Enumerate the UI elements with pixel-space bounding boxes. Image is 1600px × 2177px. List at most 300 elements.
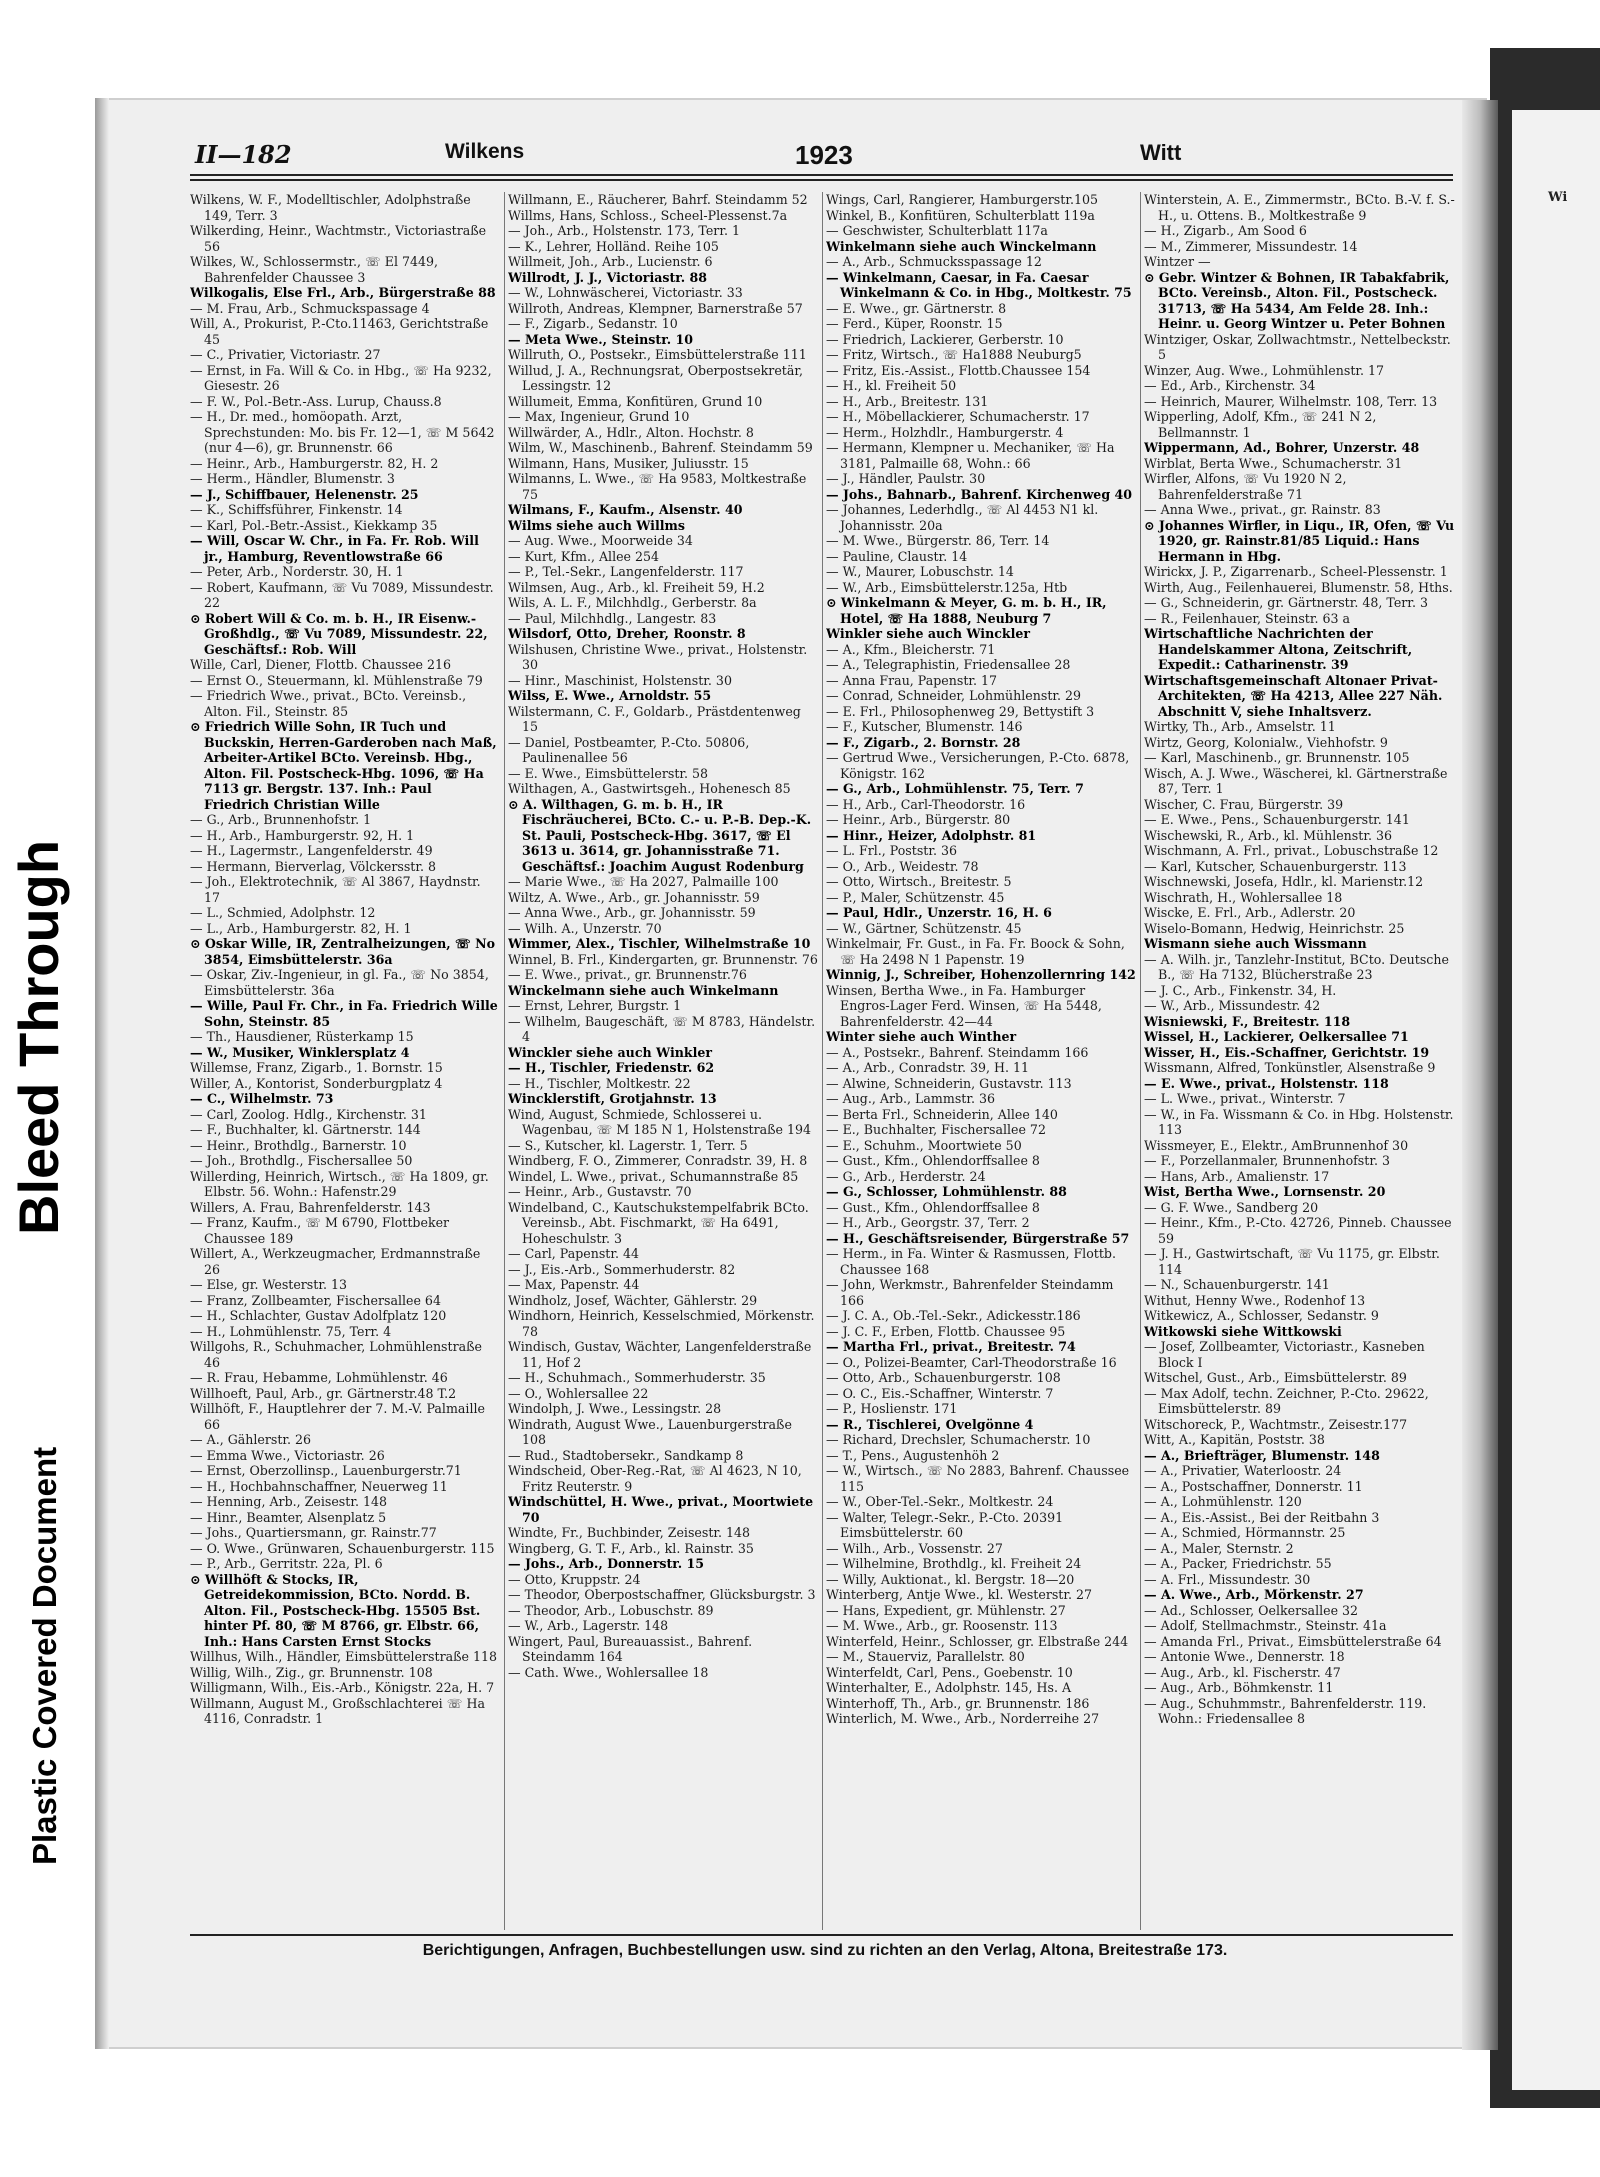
directory-entry: Wissmeyer, E., Elektr., AmBrunnenhof 30 (1144, 1137, 1409, 1153)
directory-entry: — A., Postsekr., Bahrenf. Steindamm 166 (826, 1044, 1089, 1060)
directory-entry: — Hermann, Klempner u. Mechaniker, ☏ Ha 3181, Palmaille 68, Wohn.: 66 (826, 440, 1115, 471)
directory-entry: — F., Zigarb., Sedanstr. 10 (508, 316, 678, 331)
directory-entry: — Will, Oscar W. Chr., in Fa. Fr. Rob. Will jr., Hamburg, Reventlowstraße 66 (190, 533, 479, 564)
directory-entry: — Theodor, Arb., Lobuschstr. 89 (508, 1602, 714, 1618)
directory-entry: Windscheid, Ober-Reg.-Rat, ☏ Al 4623, N 10, Fritz Reuterstr. 9 (508, 1463, 802, 1494)
page-curl-shadow (1462, 100, 1498, 2050)
directory-entry: Witschoreck, P., Wachtmstr., Zeisestr.177 (1144, 1416, 1408, 1432)
directory-entry: — J. H., Gastwirtschaft, ☏ Vu 1175, gr. Elbstr. 114 (1144, 1246, 1440, 1277)
directory-entry: Willert, A., Werkzeugmacher, Erdmannstraße 26 (190, 1246, 481, 1277)
directory-entry: — W., Gärtner, Schützenstr. 45 (826, 920, 1022, 936)
directory-entry: — H., Arb., Breitestr. 131 (826, 393, 989, 409)
directory-entry: Wissmann, Alfred, Tonkünstler, Alsenstraße 9 (1144, 1060, 1436, 1075)
directory-entry: — S., Kutscher, kl. Lagerstr. 1, Terr. 5 (508, 1137, 748, 1153)
directory-entry: — L. Wwe., privat., Winterstr. 7 (1144, 1091, 1346, 1106)
directory-entry: — Otto, Wirtsch., Breitestr. 5 (826, 874, 1012, 889)
directory-entry: — Anna Wwe., privat., gr. Rainstr. 83 (1144, 502, 1381, 517)
directory-entry: Winkler siehe auch Winckler (826, 626, 1031, 641)
directory-entry: Windrath, August Wwe., Lauenburgerstraße 108 (508, 1416, 792, 1447)
directory-entry: — G., Arb., Lohmühlenstr. 75, Terr. 7 (826, 781, 1084, 796)
directory-entry: Wille, Carl, Diener, Flottb. Chaussee 216 (190, 657, 452, 672)
directory-entry: — C., Privatier, Victoriastr. 27 (190, 347, 381, 362)
directory-entry: — A., Schmied, Hörmannstr. 25 (1144, 1525, 1346, 1540)
directory-entry: — O. Wwe., Grünwaren, Schauenburgerstr. 115 (190, 1540, 495, 1556)
directory-entry: Willig, Wilh., Zig., gr. Brunnenstr. 108 (190, 1664, 433, 1680)
directory-entry: — E. Wwe., Pens., Schauenburgerstr. 141 (1144, 812, 1410, 827)
directory-entry: — A., Arb., Schmucksspassage 12 (826, 254, 1042, 269)
directory-entry: — O., Wohlersallee 22 (508, 1385, 649, 1401)
directory-entry: — Max, Papenstr. 44 (508, 1277, 640, 1292)
header-rule-bottom (190, 179, 1453, 181)
directory-entry: Winzer, Aug. Wwe., Lohmühlenstr. 17 (1144, 362, 1385, 378)
directory-entry: Willhus, Wilh., Händler, Eimsbüttelerstraße 118 (190, 1649, 498, 1664)
directory-entry: — Aug., Arb., Böhmkenstr. 11 (1144, 1680, 1334, 1695)
directory-entry: Winterstein, A. E., Zimmermstr., BCto. B.-V. f. S.-H., u. Ottens. B., Moltkestraße 9 (1144, 192, 1455, 223)
directory-entry: — Herm., in Fa. Winter & Rasmussen, Flottb. Chaussee 168 (826, 1246, 1116, 1277)
directory-entry: Wilmans, F., Kaufm., Alsenstr. 40 (508, 502, 743, 517)
facing-page-fragment: Wi (1548, 190, 1568, 205)
directory-entry: — Willy, Auktionat., kl. Bergstr. 18—20 (826, 1571, 1075, 1587)
directory-entry: — Anna Wwe., Arb., gr. Johannisstr. 59 (508, 905, 756, 920)
directory-entry: — Heinr., Arb., Bürgerstr. 80 (826, 812, 1011, 827)
directory-entry: Winterfeldt, Carl, Pens., Goebenstr. 10 (826, 1664, 1073, 1680)
directory-entry: Wippermann, Ad., Bohrer, Unzerstr. 48 (1144, 440, 1420, 455)
directory-entry: — Karl, Pol.-Betr.-Assist., Kiekkamp 35 (190, 517, 438, 533)
directory-entry: — A., Packer, Friedrichstr. 55 (1144, 1556, 1332, 1571)
directory-entry: — Anna Frau, Papenstr. 17 (826, 672, 998, 688)
directory-entry: — Karl, Kutscher, Schauenburgerstr. 113 (1144, 858, 1407, 874)
directory-entry: Winsen, Bertha Wwe., in Fa. Hamburger Engros-Lager Ferd. Winsen, ☏ Ha 5448, Bahrenfelderstr. 42—44 (826, 982, 1102, 1029)
directory-entry: Winkelmann siehe auch Winckelmann (826, 238, 1097, 254)
directory-entry: Willhoeft, Paul, Arb., gr. Gärtnerstr.48 T.2 (190, 1385, 457, 1401)
directory-entry: — Ed., Arb., Kirchenstr. 34 (1144, 378, 1316, 393)
directory-entry: Willemse, Franz, Zigarb., 1. Bornstr. 15 (190, 1060, 443, 1075)
directory-entry: Wilms siehe auch Willms (508, 517, 685, 533)
directory-entry: — Berta Frl., Schneiderin, Allee 140 (826, 1106, 1058, 1122)
page-number: II—182 (195, 140, 292, 169)
directory-entry: — H., Lohmühlenstr. 75, Terr. 4 (190, 1323, 392, 1339)
directory-entry: — Hinr., Heizer, Adolphstr. 81 (826, 827, 1037, 843)
directory-entry: — E. Wwe., gr. Gärtnerstr. 8 (826, 300, 1007, 316)
directory-columns (190, 192, 1460, 1930)
directory-entry: — Herm., Holzhdlr., Hamburgerstr. 4 (826, 424, 1064, 440)
directory-entry: — L. Frl., Poststr. 36 (826, 843, 958, 858)
directory-entry: — R., Feilenhauer, Steinstr. 63 a (1144, 610, 1351, 626)
directory-entry: — Wilh., Arb., Vossenstr. 27 (826, 1540, 1003, 1556)
directory-entry: — H., Arb., Georgstr. 37, Terr. 2 (826, 1215, 1030, 1230)
directory-entry: — J. C., Arb., Finkenstr. 34, H. (1144, 982, 1337, 998)
directory-entry: — Oskar, Ziv.-Ingenieur, in gl. Fa., ☏ No 3854, Eimsbüttelerstr. 36a (190, 967, 489, 998)
directory-entry: ⊙ Friedrich Wille Sohn, IR Tuch und Buckskin, Herren-Garderoben nach Maß, Arbeiter-Artikel BCto. Vereinsb. Hbg., Alton. Fil. Postscheck-Hbg. 1096, ☏ Ha 7113 gr. Bergstr. 137. Inh.: Paul Friedrich Christian Wille (190, 719, 497, 812)
directory-entry: — Hinr., Maschinist, Holstenstr. 30 (508, 672, 732, 688)
directory-entry: — Ernst, in Fa. Will & Co. in Hbg., ☏ Ha 9232, Giesestr. 26 (190, 362, 492, 393)
directory-entry: Wilm, W., Maschinenb., Bahrenf. Steindamm 59 (508, 440, 813, 455)
directory-entry: Wiscke, E. Frl., Arb., Adlerstr. 20 (1144, 905, 1356, 920)
directory-entry: — Ferd., Küper, Roonstr. 15 (826, 316, 1003, 331)
directory-entry: Wind, August, Schmiede, Schlosserei u. Wagenbau, ☏ M 185 N 1, Holstenstraße 194 (508, 1106, 812, 1137)
directory-entry: — E. Frl., Philosophenweg 29, Bettystift 3 (826, 703, 1095, 719)
directory-entry: Willgohs, R., Schuhmacher, Lohmühlenstraße 46 (190, 1339, 482, 1370)
directory-entry: Wintziger, Oskar, Zollwachtmstr., Nettelbeckstr. 5 (1144, 331, 1451, 362)
directory-entry: Windholz, Josef, Wächter, Gählerstr. 29 (508, 1292, 758, 1308)
directory-entry: Willmann, August M., Großschlachterei ☏ Ha 4116, Conradstr. 1 (190, 1695, 485, 1726)
directory-entry: — A., Eis.-Assist., Bei der Reitbahn 3 (1144, 1509, 1380, 1525)
directory-entry: Winterhalter, E., Adolphstr. 145, Hs. A (826, 1680, 1072, 1695)
directory-entry: Wissel, H., Lackierer, Oelkersallee 71 (1144, 1029, 1409, 1044)
directory-entry: — A., Telegraphistin, Friedensallee 28 (826, 657, 1071, 672)
directory-entry: — A., Kfm., Bleicherstr. 71 (826, 641, 996, 657)
directory-entry: — Marie Wwe., ☏ Ha 2027, Palmaille 100 (508, 874, 779, 889)
directory-entry: Willmeit, Joh., Arb., Lucienstr. 6 (508, 254, 713, 269)
directory-entry: Willhöft, F., Hauptlehrer der 7. M.-V. Palmaille 66 (190, 1401, 485, 1432)
directory-entry: — W., Musiker, Winklersplatz 4 (190, 1044, 410, 1060)
directory-entry: — A. Wwe., Arb., Mörkenstr. 27 (1144, 1587, 1364, 1602)
directory-entry: Winterberg, Antje Wwe., kl. Westerstr. 27 (826, 1587, 1093, 1602)
directory-entry: — H., Lagermstr., Langenfelderstr. 49 (190, 843, 433, 858)
directory-entry: Winter siehe auch Winther (826, 1029, 1017, 1044)
directory-column-2 (508, 192, 818, 1930)
directory-entry: — Gertrud Wwe., Versicherungen, P.-Cto. 6878, Königstr. 162 (826, 750, 1130, 781)
directory-entry: Willud, J. A., Rechnungsrat, Oberpostsekretär, Lessingstr. 12 (508, 362, 803, 393)
directory-entry: — Th., Hausdiener, Rüsterkamp 15 (190, 1029, 414, 1044)
directory-entry: — P., Maler, Schützenstr. 45 (826, 889, 1005, 905)
directory-entry: Wilmanns, L. Wwe., ☏ Ha 9583, Moltkestraße 75 (508, 471, 807, 502)
directory-entry: — Heinrich, Maurer, Wilhelmstr. 108, Terr. 13 (1144, 393, 1438, 409)
directory-entry: Willerding, Heinrich, Wirtsch., ☏ Ha 1809, gr. Elbstr. 56. Wohn.: Hafenstr.29 (190, 1168, 489, 1199)
facing-page (1512, 110, 1600, 2090)
directory-entry: Willrodt, J. J., Victoriastr. 88 (508, 269, 708, 285)
directory-entry: Wirtschaftliche Nachrichten der Handelskammer Altona, Zeitschrift, Expedit.: Catharinenstr. 39 (1144, 626, 1413, 672)
directory-entry: — H., Arb., Carl-Theodorstr. 16 (826, 796, 1026, 812)
directory-entry: — Else, gr. Westerstr. 13 (190, 1277, 348, 1292)
directory-entry: Wirickx, J. P., Zigarrenarb., Scheel-Plessenstr. 1 (1144, 564, 1448, 579)
directory-entry: — J., Eis.-Arb., Sommerhuderstr. 82 (508, 1261, 736, 1277)
directory-entry: — Theodor, Oberpostschaffner, Glücksburgstr. 3 (508, 1587, 816, 1602)
directory-entry: Windisch, Gustav, Wächter, Langenfelderstraße 11, Hof 2 (508, 1339, 812, 1370)
directory-entry: — J., Händler, Paulstr. 30 (826, 471, 986, 486)
directory-entry: — W., Maurer, Lobuschstr. 14 (826, 564, 1014, 579)
directory-entry: Windelband, C., Kautschukstempelfabrik BCto. Vereinsb., Abt. Fischmarkt, ☏ Ha 6491, Hoheschulstr. 3 (508, 1199, 809, 1246)
directory-entry: — Joh., Elektrotechnik, ☏ Al 3867, Haydnstr. 17 (190, 874, 481, 905)
publisher-footer: Berichtigungen, Anfragen, Buchbestellungen usw. sind zu richten an den Verlag, Altona, Breitestraße 173. (422, 1942, 1228, 1959)
directory-entry: Wipperling, Adolf, Kfm., ☏ 241 N 2, Bellmannstr. 1 (1144, 409, 1377, 440)
directory-entry: ⊙ A. Wilthagen, G. m. b. H., IR Fischräucherei, BCto. C.- u. P.-B. Dep.-K. St. Pauli, Postscheck-Hbg. 3617, ☏ El 3613 u. 3614, gr. Johannisstraße 71. Geschäftsf.: Joachim August Rodenburg (508, 796, 812, 874)
directory-entry: — R., Tischlerei, Ovelgönne 4 (826, 1416, 1034, 1432)
directory-entry: — W., Arb., Lagerstr. 148 (508, 1618, 669, 1633)
directory-entry: — Wilhelm, Baugeschäft, ☏ M 8783, Händelstr. 4 (508, 1013, 816, 1044)
directory-entry: — Gust., Kfm., Ohlendorffsallee 8 (826, 1153, 1040, 1168)
directory-entry: Wist, Bertha Wwe., Lornsenstr. 20 (1144, 1184, 1386, 1199)
directory-entry: — P., Tel.-Sekr., Langenfelderstr. 117 (508, 564, 744, 579)
header-first-entry: Wilkens (445, 140, 525, 163)
directory-entry: — W., in Fa. Wissmann & Co. in Hbg. Holstenstr. 113 (1144, 1106, 1454, 1137)
directory-entry: — Robert, Kaufmann, ☏ Vu 7089, Missundestr. 22 (190, 579, 494, 610)
directory-entry: — G., Schlosser, Lohmühlenstr. 88 (826, 1184, 1067, 1199)
directory-entry: Wirblat, Berta Wwe., Schumacherstr. 31 (1144, 455, 1403, 471)
directory-entry: — A., Privatier, Waterloostr. 24 (1144, 1463, 1342, 1478)
directory-entry: — Max Adolf, techn. Zeichner, P.-Cto. 29622, Eimsbüttelerstr. 89 (1144, 1385, 1429, 1416)
directory-entry: — Ernst, Oberzollinsp., Lauenburgerstr.71 (190, 1463, 462, 1478)
directory-entry: Wischrath, H., Wohlersallee 18 (1144, 889, 1343, 905)
directory-entry: Windte, Fr., Buchbinder, Zeisestr. 148 (508, 1525, 751, 1540)
directory-entry: — W., Wirtsch., ☏ No 2883, Bahrenf. Chaussee 115 (826, 1463, 1130, 1494)
directory-entry: — Josef, Zollbeamter, Victoriastr., Kasneben Block I (1144, 1339, 1425, 1370)
directory-entry: Wilthagen, A., Gastwirtsgeh., Hohenesch 85 (508, 781, 791, 796)
directory-entry: Wilss, E. Wwe., Arnoldstr. 55 (508, 688, 712, 703)
directory-entry: — Hans, Expedient, gr. Mühlenstr. 27 (826, 1602, 1066, 1618)
directory-entry: — Johs., Quartiersmann, gr. Rainstr.77 (190, 1525, 437, 1540)
directory-entry: Wingberg, G. T. F., Arb., kl. Rainstr. 35 (508, 1540, 754, 1556)
directory-entry: — F. W., Pol.-Betr.-Ass. Lurup, Chauss.8 (190, 393, 442, 409)
directory-entry: — Friedrich, Lackierer, Gerberstr. 10 (826, 331, 1064, 347)
directory-entry: Windhorn, Heinrich, Kesselschmied, Mörkenstr. 78 (508, 1308, 815, 1339)
directory-entry: — Walter, Telegr.-Sekr., P.-Cto. 20391 Eimsbüttelerstr. 60 (826, 1509, 1064, 1540)
directory-entry: — J., Schiffbauer, Helenenstr. 25 (190, 486, 419, 502)
directory-column-1 (190, 192, 500, 1930)
directory-entry: Wirfler, Alfons, ☏ Vu 1920 N 2, Bahrenfelderstraße 71 (1144, 471, 1347, 502)
directory-entry: — Hans, Arb., Amalienstr. 17 (1144, 1168, 1330, 1184)
side-label-plastic-covered: Plastic Covered Document (26, 1446, 63, 1865)
directory-entry: — Ernst, Lehrer, Burgstr. 1 (508, 998, 682, 1013)
directory-entry: — H., Tischler, Moltkestr. 22 (508, 1075, 691, 1091)
directory-entry: — Amanda Frl., Privat., Eimsbüttelerstraße 64 (1144, 1633, 1442, 1649)
directory-entry: — H., Hochbahnschaffner, Neuerweg 11 (190, 1478, 448, 1494)
directory-entry: Winnel, B. Frl., Kindergarten, gr. Brunnenstr. 76 (508, 951, 818, 967)
directory-entry: — Gust., Kfm., Ohlendorffsallee 8 (826, 1199, 1040, 1215)
directory-entry: — F., Zigarb., 2. Bornstr. 28 (826, 734, 1021, 750)
directory-entry: — H., Geschäftsreisender, Bürgerstraße 57 (826, 1230, 1130, 1246)
directory-entry: — Johs., Bahnarb., Bahrenf. Kirchenweg 40 (826, 486, 1133, 502)
directory-entry: — Karl, Maschinenb., gr. Brunnenstr. 105 (1144, 750, 1410, 765)
directory-entry: — Aug., Arb., Lammstr. 36 (826, 1091, 996, 1106)
directory-entry: ⊙ Johannes Wirfler, in Liqu., IR, Ofen, ☏ Vu 1920, gr. Rainstr.81/85 Liquid.: Hans Hermann in Hbg. (1144, 517, 1455, 564)
directory-entry: — W., Arb., Eimsbüttelerstr.125a, Htb (826, 579, 1068, 595)
directory-entry: — Aug., Arb., kl. Fischerstr. 47 (1144, 1664, 1341, 1680)
directory-entry: — E. Wwe., privat., Holstenstr. 118 (1144, 1075, 1389, 1091)
directory-entry: Willroth, Andreas, Klempner, Barnerstraße 57 (508, 300, 803, 316)
directory-entry: Wilkerding, Heinr., Wachtmstr., Victoriastraße 56 (190, 223, 487, 254)
directory-entry: — Joh., Arb., Holstenstr. 173, Terr. 1 (508, 223, 740, 238)
footer-rule (190, 1934, 1453, 1936)
directory-entry: — John, Werkmstr., Bahrenfelder Steindamm 166 (826, 1277, 1114, 1308)
directory-entry: Wimmer, Alex., Tischler, Wilhelmstraße 10 (508, 936, 811, 951)
directory-entry: — Fritz, Eis.-Assist., Flottb.Chaussee 154 (826, 362, 1091, 378)
directory-entry: — Winkelmann, Caesar, in Fa. Caesar Winkelmann & Co. in Hbg., Moltkestr. 75 (826, 269, 1132, 300)
directory-entry: Will, A., Prokurist, P.-Cto.11463, Gerichtstraße 45 (190, 316, 489, 347)
directory-entry: — Heinr., Brothdlg., Barnerstr. 10 (190, 1137, 407, 1153)
directory-entry: — K., Lehrer, Holländ. Reihe 105 (508, 238, 719, 254)
directory-entry: — T., Pens., Augustenhöh 2 (826, 1447, 1000, 1463)
directory-entry: — Friedrich Wwe., privat., BCto. Vereinsb., Alton. Fil., Steinstr. 85 (190, 688, 467, 719)
directory-entry: — H., Schuhmach., Sommerhuderstr. 35 (508, 1370, 766, 1385)
directory-column-3 (826, 192, 1136, 1930)
directory-entry: — W., Arb., Missundestr. 42 (1144, 998, 1321, 1013)
directory-entry: — E. Wwe., Eimsbüttelerstr. 58 (508, 765, 709, 781)
directory-entry: — H., Möbellackierer, Schumacherstr. 17 (826, 409, 1090, 424)
directory-entry: Wisch, A. J. Wwe., Wäscherei, kl. Gärtnerstraße 87, Terr. 1 (1144, 765, 1448, 796)
directory-entry: Wirtky, Th., Arb., Amselstr. 11 (1144, 719, 1336, 734)
directory-entry: Wirth, Aug., Feilenhauerei, Blumenstr. 58, Hths. (1144, 579, 1453, 595)
directory-entry: Willers, A. Frau, Bahrenfelderstr. 143 (190, 1199, 431, 1215)
directory-entry: Wirtschaftsgemeinschaft Altonaer Privat-Architekten, ☏ Ha 4213, Allee 227 Näh. Abschnitt V, siehe Inhaltsverz. (1144, 672, 1443, 719)
directory-entry: — Heinr., Arb., Hamburgerstr. 82, H. 2 (190, 455, 439, 471)
directory-entry: — Joh., Brothdlg., Fischersallee 50 (190, 1153, 413, 1168)
directory-entry: — R. Frau, Hebamme, Lohmühlenstr. 46 (190, 1370, 448, 1385)
directory-entry: — H., Schlachter, Gustav Adolfplatz 120 (190, 1308, 447, 1323)
directory-entry: — P., Hoslienstr. 171 (826, 1401, 958, 1416)
directory-entry: — Kurt, Kfm., Allee 254 (508, 548, 660, 564)
header-year: 1923 (795, 140, 853, 170)
directory-entry: — Franz, Kaufm., ☏ M 6790, Flottbeker Chaussee 189 (190, 1215, 450, 1246)
directory-entry: Windschüttel, H. Wwe., privat., Moortwiete 70 (508, 1494, 814, 1525)
directory-entry: — W., Ober-Tel.-Sekr., Moltkestr. 24 (826, 1494, 1054, 1509)
directory-entry: — G., Arb., Herderstr. 24 (826, 1168, 986, 1184)
directory-entry: Wismann siehe auch Wissmann (1144, 936, 1367, 951)
directory-entry: ⊙ Oskar Wille, IR, Zentralheizungen, ☏ No 3854, Eimsbüttelerstr. 36a (190, 936, 496, 967)
directory-entry: — Alwine, Schneiderin, Gustavstr. 113 (826, 1075, 1072, 1091)
directory-entry: Wischewski, R., Arb., kl. Mühlenstr. 36 (1144, 827, 1392, 843)
directory-entry: — Wilh. A., Unzerstr. 70 (508, 920, 662, 936)
directory-entry: Wilstermann, C. F., Goldarb., Prästdentenweg 15 (508, 703, 801, 734)
directory-entry: — Conrad, Schneider, Lohmühlenstr. 29 (826, 688, 1082, 703)
directory-entry: — H., Zigarb., Am Sood 6 (1144, 223, 1307, 238)
directory-entry: Wils, A. L. F., Milchhdlg., Gerberstr. 8a (508, 595, 757, 610)
directory-entry: Wingert, Paul, Bureauassist., Bahrenf. Steindamm 164 (508, 1633, 753, 1664)
directory-entry: Wiselo-Bomann, Hedwig, Heinrichstr. 25 (1144, 920, 1405, 936)
directory-entry: — Franz, Zollbeamter, Fischersallee 64 (190, 1292, 441, 1308)
directory-entry: — O., Arb., Weidestr. 78 (826, 858, 979, 874)
directory-entry: — O., Polizei-Beamter, Carl-Theodorstraße 16 (826, 1354, 1117, 1370)
directory-entry: Windel, L. Wwe., privat., Schumannstraße 85 (508, 1168, 799, 1184)
directory-entry: Withut, Henny Wwe., Rodenhof 13 (1144, 1292, 1366, 1308)
directory-entry: Willer, A., Kontorist, Sonderburgplatz 4 (190, 1075, 443, 1091)
directory-entry: — Aug., Schuhmmstr., Bahrenfelderstr. 119. Wohn.: Friedensallee 8 (1144, 1695, 1427, 1726)
directory-entry: — H., Arb., Hamburgerstr. 92, H. 1 (190, 827, 415, 843)
directory-entry: — Herm., Händler, Blumenstr. 3 (190, 471, 395, 486)
directory-entry: — A. Frl., Missundestr. 30 (1144, 1571, 1311, 1587)
directory-entry: — A., Gählerstr. 26 (190, 1432, 312, 1447)
directory-entry: — A., Lohmühlenstr. 120 (1144, 1494, 1302, 1509)
directory-entry: Willumeit, Emma, Konfitüren, Grund 10 (508, 393, 763, 409)
directory-entry: — F., Porzellanmaler, Brunnenhofstr. 3 (1144, 1153, 1390, 1168)
directory-entry: — J. C. F., Erben, Flottb. Chaussee 95 (826, 1323, 1066, 1339)
directory-entry: — H., kl. Freiheit 50 (826, 378, 957, 393)
directory-entry: Wischmann, A. Frl., privat., Lobuschstraße 12 (1144, 843, 1439, 858)
directory-entry: Windolph, J. Wwe., Lessingstr. 28 (508, 1401, 722, 1416)
directory-entry: — Otto, Arb., Schauenburgerstr. 108 (826, 1370, 1061, 1385)
directory-entry: — Emma Wwe., Victoriastr. 26 (190, 1447, 385, 1463)
directory-entry: Witkowski siehe Wittkowski (1144, 1323, 1342, 1339)
directory-entry: — J. C. A., Ob.-Tel.-Sekr., Adickesstr.186 (826, 1308, 1081, 1323)
directory-entry: Wincklerstift, Grotjahnstr. 13 (508, 1091, 717, 1106)
directory-entry: ⊙ Winkelmann & Meyer, G. m. b. H., IR, Hotel, ☏ Ha 1888, Neuburg 7 (826, 595, 1107, 626)
directory-entry: — Adolf, Stellmachmstr., Steinstr. 41a (1144, 1618, 1387, 1633)
side-label-bleed-through: Bleed Through (7, 839, 70, 1235)
directory-entry: Wiltz, A. Wwe., Arb., gr. Johannisstr. 59 (508, 889, 760, 905)
directory-entry: — N., Schauenburgerstr. 141 (1144, 1277, 1330, 1292)
directory-entry: — H., Tischler, Friedenstr. 62 (508, 1060, 715, 1075)
directory-column-4 (1144, 192, 1456, 1930)
directory-entry: — Henning, Arb., Zeisestr. 148 (190, 1494, 387, 1509)
directory-entry: — Johannes, Lederhdlg., ☏ Al 4453 N1 kl. Johannisstr. 20a (826, 502, 1099, 533)
directory-entry: — M. Frau, Arb., Schmuckspassage 4 (190, 300, 430, 316)
directory-entry: Willigmann, Wilh., Eis.-Arb., Königstr. 22a, H. 7 (190, 1680, 495, 1695)
directory-entry: Winterfeld, Heinr., Schlosser, gr. Elbstraße 244 (826, 1633, 1129, 1649)
directory-entry: Wischnewski, Josefa, Hdlr., kl. Marienstr.12 (1144, 874, 1424, 889)
directory-entry: Winterhoff, Th., Arb., gr. Brunnenstr. 186 (826, 1695, 1090, 1711)
directory-entry: — A., Postschaffner, Donnerstr. 11 (1144, 1478, 1363, 1494)
directory-entry: Winckelmann siehe auch Winkelmann (508, 982, 779, 998)
directory-entry: — A. Wilh. jr., Tanzlehr-Institut, BCto. Deutsche B., ☏ Ha 7132, Blücherstraße 23 (1144, 951, 1449, 982)
directory-entry: Wisser, H., Eis.-Schaffner, Gerichtstr. 19 (1144, 1044, 1430, 1060)
directory-entry: Wilmsen, Aug., Arb., kl. Freiheit 59, H.2 (508, 579, 765, 595)
directory-entry: — O. C., Eis.-Schaffner, Winterstr. 7 (826, 1385, 1054, 1401)
directory-entry: Winkel, B., Konfitüren, Schulterblatt 119a (826, 207, 1095, 223)
directory-entry: Wilkes, W., Schlossermstr., ☏ El 7449, Bahrenfelder Chaussee 3 (190, 254, 439, 285)
directory-entry: ⊙ Gebr. Wintzer & Bohnen, IR Tabakfabrik, BCto. Vereinsb., Alton. Fil., Postscheck. 31713, ☏ Ha 5434, Am Felde 28. Inh.: Heinr. u. Georg Wintzer u. Peter Bohnen (1144, 269, 1450, 331)
directory-entry: Wilkogalis, Else Frl., Arb., Bürgerstraße 88 (190, 285, 496, 300)
directory-entry: Wilkens, W. F., Modelltischler, Adolphstraße 149, Terr. 3 (190, 192, 471, 223)
directory-entry: Willmann, E., Räucherer, Bahrf. Steindamm 52 (508, 192, 808, 207)
directory-entry: — Wille, Paul Fr. Chr., in Fa. Friedrich Wille Sohn, Steinstr. 85 (190, 998, 498, 1029)
directory-entry: — Paul, Milchhdlg., Langestr. 83 (508, 610, 717, 626)
directory-entry: — F., Buchhalter, kl. Gärtnerstr. 144 (190, 1122, 421, 1137)
directory-entry: Windberg, F. O., Zimmerer, Conradstr. 39, H. 8 (508, 1153, 808, 1168)
directory-entry: Wintzer — (1144, 254, 1211, 269)
directory-entry: Wilsdorf, Otto, Dreher, Roonstr. 8 (508, 626, 746, 641)
directory-entry: — Aug. Wwe., Moorweide 34 (508, 533, 693, 548)
directory-entry: — E. Wwe., privat., gr. Brunnenstr.76 (508, 967, 747, 982)
directory-entry: — Paul, Hdlr., Unzerstr. 16, H. 6 (826, 905, 1052, 920)
directory-entry: ⊙ Willhöft & Stocks, IR, Getreidekommission, BCto. Nordd. B. Alton. Fil., Postscheck-Hbg. 15505 Bst. hinter Pf. 80, ☏ M 8766, gr. Elbstr. 66, Inh.: Hans Carsten Ernst Stocks (190, 1571, 481, 1649)
directory-entry: — G., Arb., Brunnenhofstr. 1 (190, 812, 372, 827)
directory-entry: — Heinr., Kfm., P.-Cto. 42726, Pinneb. Chaussee 59 (1144, 1215, 1452, 1246)
directory-entry: — Max, Ingenieur, Grund 10 (508, 409, 690, 424)
directory-entry: — Ernst O., Steuermann, kl. Mühlenstraße 79 (190, 672, 483, 688)
directory-entry: — Wilhelmine, Brothdlg., kl. Freiheit 24 (826, 1556, 1082, 1571)
directory-entry: — Richard, Drechsler, Schumacherstr. 10 (826, 1432, 1091, 1447)
directory-entry: Willruth, O., Postsekr., Eimsbüttelerstraße 111 (508, 347, 807, 362)
directory-entry: — Cath. Wwe., Wohlersallee 18 (508, 1664, 709, 1680)
directory-entry: — K., Schiffsführer, Finkenstr. 14 (190, 502, 403, 517)
directory-entry: — C., Wilhelmstr. 73 (190, 1091, 334, 1106)
directory-entry: — Martha Frl., privat., Breitestr. 74 (826, 1339, 1076, 1354)
directory-entry: Wisniewski, F., Breitestr. 118 (1144, 1013, 1351, 1029)
directory-entry: — L., Schmied, Adolphstr. 12 (190, 905, 376, 920)
directory-entry: Witt, A., Kapitän, Poststr. 38 (1144, 1432, 1325, 1447)
directory-entry: — M. Wwe., Bürgerstr. 86, Terr. 14 (826, 533, 1050, 548)
directory-entry: — Rud., Stadtobersekr., Sandkamp 8 (508, 1447, 744, 1463)
directory-entry: — A., Arb., Conradstr. 39, H. 11 (826, 1060, 1030, 1075)
directory-entry: — A., Maler, Sternstr. 2 (1144, 1540, 1294, 1556)
directory-entry: Wings, Carl, Rangierer, Hamburgerstr.105 (826, 192, 1099, 207)
directory-entry: — Carl, Zoolog. Hdlg., Kirchenstr. 31 (190, 1106, 427, 1122)
directory-entry: Witschel, Gust., Arb., Eimsbüttelerstr. 89 (1144, 1370, 1407, 1385)
directory-entry: Winkelmair, Fr. Gust., in Fa. Fr. Boock & Sohn, ☏ Ha 2498 N 1 Papenstr. 19 (826, 936, 1125, 967)
directory-entry: — Daniel, Postbeamter, P.-Cto. 50806, Paulinenallee 56 (508, 734, 750, 765)
header-rule-top (190, 174, 1453, 176)
directory-entry: — L., Arb., Hamburgerstr. 82, H. 1 (190, 920, 412, 936)
directory-entry: — A., Briefträger, Blumenstr. 148 (1144, 1447, 1380, 1463)
running-header (95, 140, 1475, 170)
directory-entry: — Hermann, Bierverlag, Völckersstr. 8 (190, 858, 437, 874)
directory-entry: — Geschwister, Schulterblatt 117a (826, 223, 1048, 238)
directory-entry: Willwärder, A., Hdlr., Alton. Hochstr. 8 (508, 424, 754, 440)
directory-entry: Winterlich, M. Wwe., Arb., Norderreihe 27 (826, 1711, 1100, 1726)
header-last-entry: Witt (1140, 140, 1182, 165)
directory-entry: — W., Lohnwäscherei, Victoriastr. 33 (508, 285, 743, 300)
directory-entry: Wilshusen, Christine Wwe., privat., Holstenstr. 30 (508, 641, 808, 672)
